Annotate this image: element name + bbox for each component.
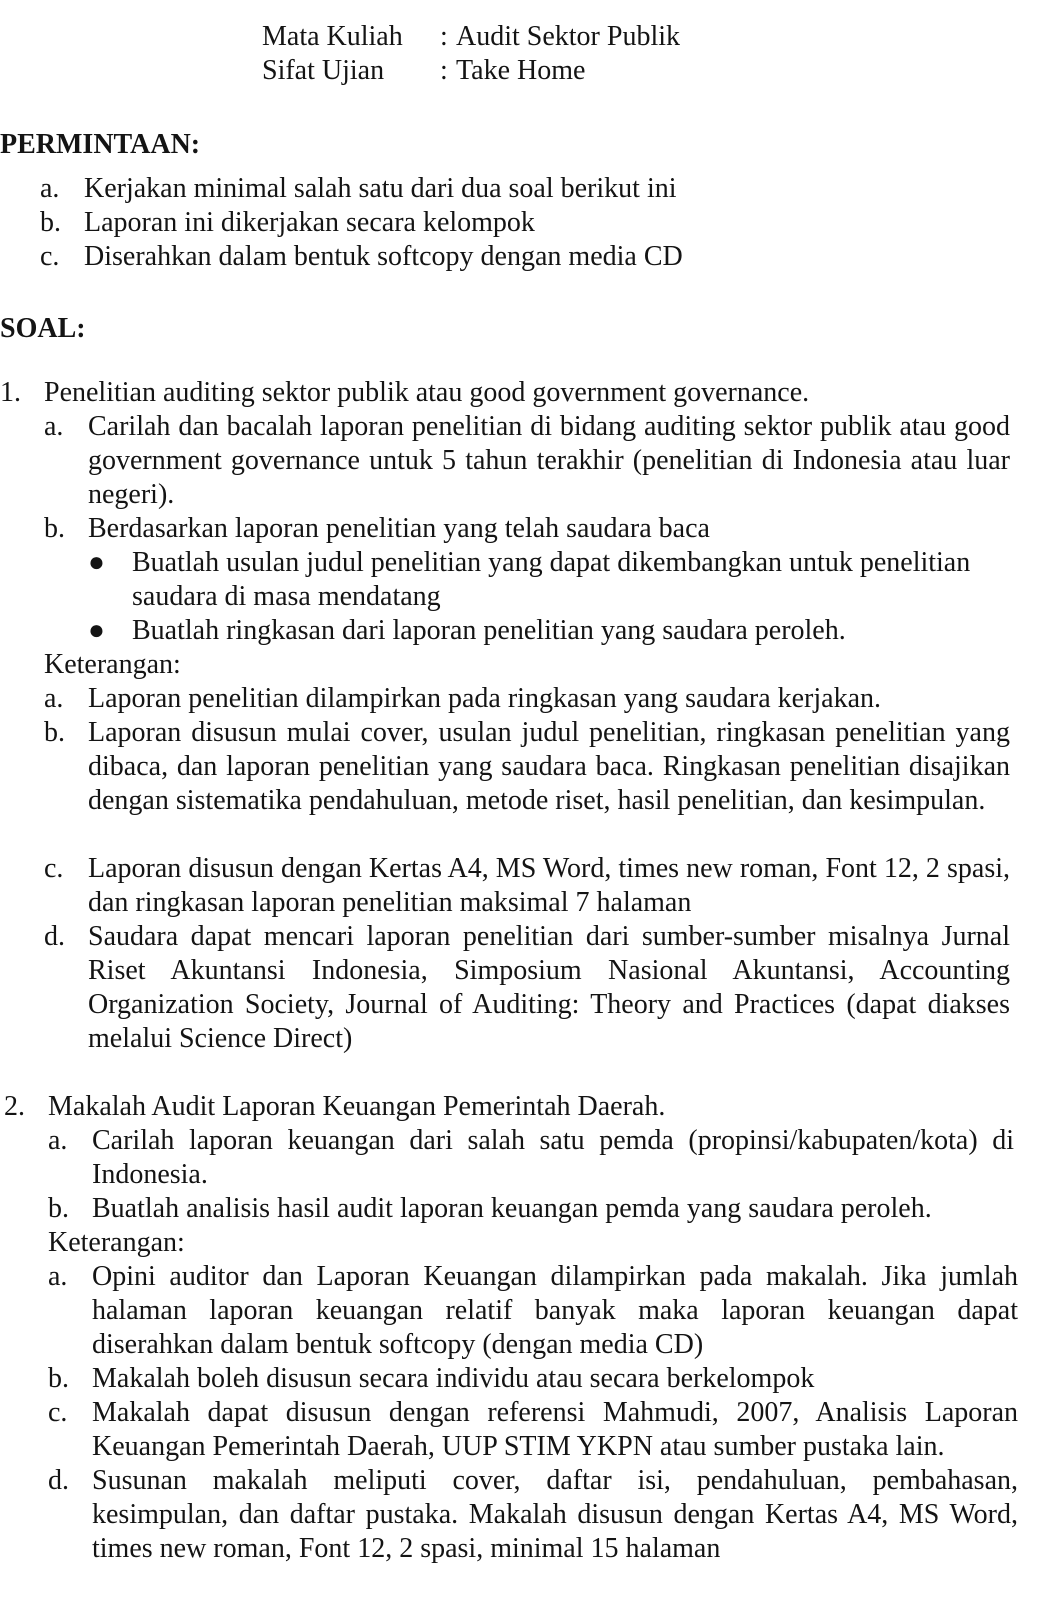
question-2-title: [4, 1090, 1014, 1124]
q1-keterangan-d: [44, 920, 1010, 1056]
item-text: Susunan makalah meliputi cover, daftar isi, pendahuluan, pembahasan, kesimpulan, dan daftar pustaka. Makalah disusun dengan Kertas A4, MS Word, times new roman, Font 12, 2 spasi, minimal 15 halaman: [92, 1465, 1018, 1564]
bullet-icon: ●: [88, 615, 105, 646]
q2-keterangan-c: [48, 1396, 1018, 1464]
item-marker: c.: [44, 853, 64, 884]
bullet-icon: ●: [88, 547, 105, 578]
item-text: Kerjakan minimal salah satu dari dua soal berikut ini: [84, 173, 677, 204]
item-text: Saudara dapat mencari laporan penelitian dari sumber-sumber misalnya Jurnal Riset Akuntansi Indonesia, Simposium Nasional Akuntansi, Accounting Organization Society, Journal of Auditing: Theory and Practices (dapat diakses melalui Science Direct): [88, 921, 1010, 1054]
question-title-text: Makalah Audit Laporan Keuangan Pemerintah Daerah.: [48, 1091, 666, 1122]
soal-title: SOAL:: [0, 313, 86, 344]
item-marker: a.: [44, 683, 64, 714]
item-text: Laporan disusun dengan Kertas A4, MS Word, times new roman, Font 12, 2 spasi, dan ringkasan laporan penelitian maksimal 7 halaman: [88, 853, 1010, 918]
item-marker: b.: [40, 207, 61, 238]
q2-keterangan-label: Keterangan:: [48, 1227, 185, 1258]
question-1-title: [0, 376, 1010, 410]
question-number: 1.: [0, 377, 21, 408]
course-label: Mata Kuliah: [262, 21, 403, 52]
q1-keterangan-label: Keterangan:: [44, 649, 181, 680]
q1-bullet-2: [88, 614, 1010, 648]
question-number: 2.: [4, 1091, 25, 1122]
item-marker: c.: [40, 241, 60, 272]
permintaan-item-a: [40, 172, 760, 206]
exam-label: Sifat Ujian: [262, 55, 385, 86]
q1-keterangan-c: [44, 852, 1010, 920]
item-marker: a.: [40, 173, 60, 204]
course-value: Audit Sektor Publik: [456, 21, 681, 52]
item-marker: a.: [48, 1125, 68, 1156]
q2-keterangan-d: [48, 1464, 1018, 1566]
permintaan-item-c: [40, 240, 760, 274]
item-text: Diserahkan dalam bentuk softcopy dengan media CD: [84, 241, 683, 272]
item-text: Laporan disusun mulai cover, usulan judul penelitian, ringkasan penelitian yang dibaca, dan laporan penelitian yang saudara baca. Ringkasan penelitian disajikan dengan sistematika pendahuluan, metode riset, hasil penelitian, dan kesimpulan.: [88, 717, 1010, 816]
item-marker: d.: [48, 1465, 69, 1496]
q2-item-b: [48, 1192, 1014, 1226]
item-text: Makalah boleh disusun secara individu atau secara berkelompok: [92, 1363, 815, 1394]
item-text: Berdasarkan laporan penelitian yang telah saudara baca: [88, 513, 710, 544]
item-text: Makalah dapat disusun dengan referensi Mahmudi, 2007, Analisis Laporan Keuangan Pemerintah Daerah, UUP STIM YKPN atau sumber pustaka lain.: [92, 1397, 1018, 1462]
item-marker: b.: [48, 1363, 69, 1394]
item-text: Carilah laporan keuangan dari salah satu pemda (propinsi/kabupaten/kota) di Indonesia.: [92, 1125, 1014, 1190]
q2-keterangan-a: [48, 1260, 1018, 1362]
exam-value: Take Home: [456, 55, 586, 86]
item-text: Laporan ini dikerjakan secara kelompok: [84, 207, 535, 238]
header-exam-row: [262, 54, 585, 88]
permintaan-item-b: [40, 206, 760, 240]
question-title-text: Penelitian auditing sektor publik atau good government governance.: [44, 377, 810, 408]
exam-colon: :: [440, 55, 448, 86]
q1-keterangan-a: [44, 682, 1010, 716]
q1-item-a: [44, 410, 1010, 512]
bullet-text: Buatlah ringkasan dari laporan penelitian yang saudara peroleh.: [132, 615, 846, 646]
q1-bullet-1: [88, 546, 1010, 614]
permintaan-title: PERMINTAAN:: [0, 129, 201, 160]
item-marker: d.: [44, 921, 65, 952]
item-text: Laporan penelitian dilampirkan pada ringkasan yang saudara kerjakan.: [88, 683, 882, 714]
q1-keterangan-b: [44, 716, 1010, 818]
bullet-text: Buatlah usulan judul penelitian yang dapat dikembangkan untuk penelitian saudara di masa mendatang: [132, 547, 971, 612]
item-text: Buatlah analisis hasil audit laporan keuangan pemda yang saudara peroleh.: [92, 1193, 932, 1224]
item-text: Carilah dan bacalah laporan penelitian di bidang auditing sektor publik atau good government governance untuk 5 tahun terakhir (penelitian di Indonesia atau luar negeri).: [88, 411, 1010, 510]
item-marker: b.: [48, 1193, 69, 1224]
item-marker: b.: [44, 513, 65, 544]
item-text: Opini auditor dan Laporan Keuangan dilampirkan pada makalah. Jika jumlah halaman laporan keuangan relatif banyak maka laporan keuangan dapat diserahkan dalam bentuk softcopy (dengan media CD): [92, 1261, 1018, 1360]
item-marker: b.: [44, 717, 65, 748]
course-colon: :: [440, 21, 448, 52]
item-marker: a.: [48, 1261, 68, 1292]
q2-item-a: [48, 1124, 1014, 1192]
header-course-row: [262, 20, 680, 54]
q2-keterangan-b: [48, 1362, 1018, 1396]
item-marker: a.: [44, 411, 64, 442]
item-marker: c.: [48, 1397, 68, 1428]
q1-item-b: [44, 512, 1010, 546]
